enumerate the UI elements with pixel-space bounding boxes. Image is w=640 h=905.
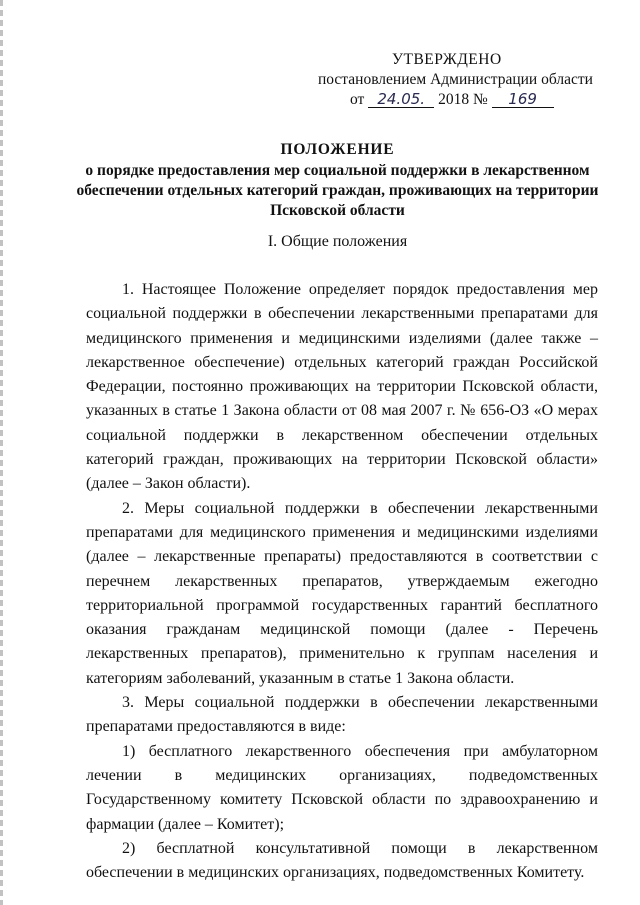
paragraph-3-item-2: 2) бесплатной консультативной помощи в лекарственном обеспечении в медицинских организациях, подведомственных Комитету.	[86, 839, 598, 882]
document-title: ПОЛОЖЕНИЕ	[280, 141, 395, 158]
paragraph-3: 3. Меры социальной поддержки в обеспечении лекарственными препаратами предоставляются в виде:	[86, 694, 598, 736]
approval-block	[318, 50, 598, 110]
handwritten-number: 169	[492, 91, 554, 108]
section-title: I. Общие положения	[267, 233, 408, 250]
paragraph-3-item-1: 1) бесплатного лекарственного обеспечения при амбулаторном лечении в медицинских организациях, подведомственных Государственному комитету Псковской области по здравоохранению и фармации (далее – Комитет);	[86, 742, 598, 833]
paragraph-1: 1. Настоящее Положение определяет порядок предоставления мер социальной поддержки в обеспечении лекарственными препаратами для медицинского применения и медицинскими изделиями (далее также – лекарственное обеспечение) отдельных категорий граждан Российской Федерации, постоянно проживающих на территории Псковской области, указанных в статье 1 Закона области от 08 мая 2007 г. № 656-ОЗ «О мерах социальной поддержки в лекарственном обеспечении отдельных категорий граждан, проживающих на территории Псковской области» (далее – Закон области).	[86, 281, 598, 493]
document-subtitle: о порядке предоставления мер социальной поддержки в лекарственном обеспечении отдельных категорий граждан, проживающих на территории Псковской области	[76, 162, 599, 219]
year-label: 2018 №	[438, 91, 488, 108]
paragraph-2: 2. Меры социальной поддержки в обеспечении лекарственными препаратами для медицинского применения и медицинскими изделиями (далее – лекарственные препараты) предоставляются в соответствии с перечнем лекарственных препаратов, утверждаемым ежегодно территориальной программой государственных гарантий бесплатного оказания гражданам медицинской помощи (далее - Перечень лекарственных препаратов), применительно к группам населения и категориям заболеваний, указанным в статье 1 Закона области.	[86, 499, 598, 687]
approval-title: УТВЕРЖДЕНО	[392, 51, 502, 68]
document-body	[86, 278, 598, 885]
handwritten-date: 24.05.	[368, 91, 434, 108]
document-heading	[60, 140, 615, 221]
approval-body: постановлением Администрации области	[318, 71, 593, 88]
scan-edge	[0, 0, 3, 905]
date-prefix: от	[350, 91, 365, 108]
approval-date-line	[350, 90, 598, 110]
